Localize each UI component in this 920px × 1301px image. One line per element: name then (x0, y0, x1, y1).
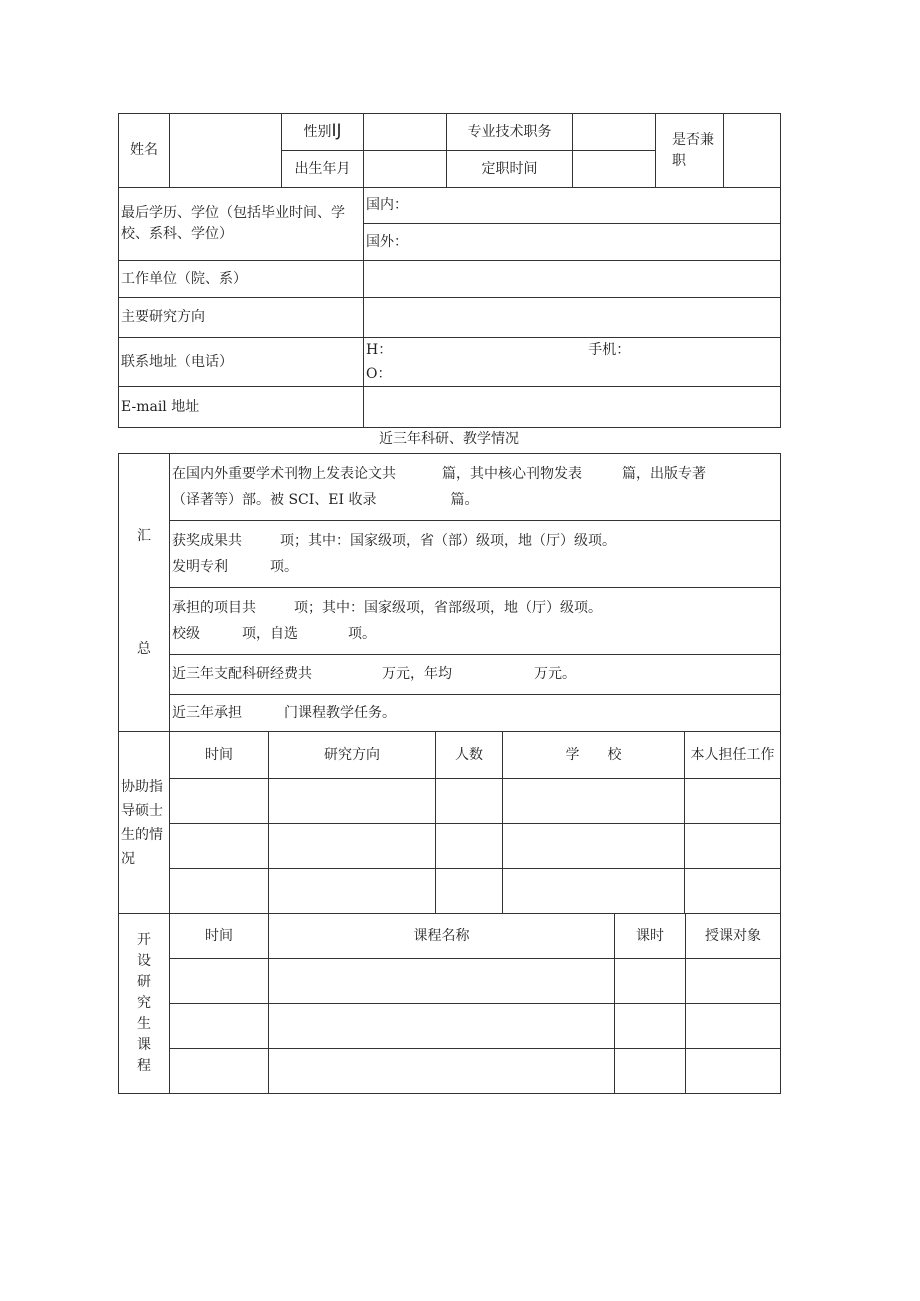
assist-cell[interactable] (170, 869, 269, 914)
assist-cell[interactable] (269, 824, 436, 869)
courses-table (118, 913, 781, 1094)
courses-header-time: 时间 (170, 914, 269, 959)
courses-side-label: 开设研究生课程 (119, 914, 170, 1094)
assist-cell[interactable] (685, 779, 781, 824)
summary-table (118, 453, 781, 732)
assist-side-label: 协助指导硕士生的情况 (119, 732, 170, 914)
email-label: E-mail 地址 (119, 387, 364, 428)
assist-header-role: 本人担任工作 (685, 732, 781, 779)
assist-cell[interactable] (436, 779, 503, 824)
professional-title-field[interactable] (573, 114, 656, 151)
courses-cell[interactable] (615, 959, 686, 1004)
assist-cell[interactable] (685, 869, 781, 914)
parttime-field[interactable] (724, 114, 781, 188)
education-domestic[interactable]: 国内： (364, 188, 781, 224)
section-title: 近三年科研、教学情况 (379, 431, 519, 447)
parttime-label: 是否兼职 (656, 114, 724, 188)
courses-cell[interactable] (615, 1004, 686, 1049)
assist-cell[interactable] (503, 824, 685, 869)
education-abroad[interactable]: 国外： (364, 224, 781, 261)
courses-cell[interactable] (269, 959, 615, 1004)
courses-header-hours: 课时 (615, 914, 686, 959)
assist-cell[interactable] (170, 824, 269, 869)
assist-table (118, 731, 781, 914)
contact-field[interactable] (364, 338, 781, 387)
birth-label: 出生年月 (282, 151, 364, 188)
contact-o: O： (366, 366, 392, 382)
assist-cell[interactable] (503, 869, 685, 914)
contact-h: H： (366, 342, 393, 358)
assist-header-school: 学 校 (503, 732, 685, 779)
summary-side-label: 汇 总 (119, 454, 170, 732)
courses-cell[interactable] (686, 1004, 781, 1049)
summary-projects[interactable]: 承担的项目共 项；其中：国家级项，省部级项，地（厅）级项。 校级 项，自选 项。 (170, 588, 781, 655)
contact-mobile: 手机： (588, 342, 631, 358)
summary-funding[interactable]: 近三年支配科研经费共 万元，年均 万元。 (170, 655, 781, 695)
assist-cell[interactable] (170, 779, 269, 824)
research-label: 主要研究方向 (119, 298, 364, 338)
assist-header-time: 时间 (170, 732, 269, 779)
education-label: 最后学历、学位（包括毕业时间、学校、系科、学位） (119, 188, 364, 261)
assist-cell[interactable] (436, 869, 503, 914)
courses-cell[interactable] (269, 1049, 615, 1094)
gender-label: 性别IJ (282, 114, 364, 151)
assist-header-direction: 研究方向 (269, 732, 436, 779)
contact-label: 联系地址（电话） (119, 338, 364, 387)
name-label: 姓名 (119, 114, 170, 188)
assist-cell[interactable] (269, 779, 436, 824)
email-field[interactable] (364, 387, 781, 428)
courses-cell[interactable] (269, 1004, 615, 1049)
summary-papers[interactable]: 在国内外重要学术刊物上发表论文共 篇，其中核心刊物发表 篇，出版专著 （译著等）部。被 SCI、EI 收录 篇。 (170, 454, 781, 521)
assist-header-count: 人数 (436, 732, 503, 779)
name-field[interactable] (170, 114, 282, 188)
courses-cell[interactable] (615, 1049, 686, 1094)
summary-awards[interactable]: 获奖成果共 项；其中：国家级项，省（部）级项，地（厅）级项。 发明专利 项。 (170, 521, 781, 588)
professional-title-label: 专业技术职务 (447, 114, 573, 151)
assist-cell[interactable] (503, 779, 685, 824)
gender-field[interactable] (364, 114, 447, 151)
birth-field[interactable] (364, 151, 447, 188)
courses-cell[interactable] (686, 1049, 781, 1094)
courses-cell[interactable] (686, 959, 781, 1004)
assist-cell[interactable] (685, 824, 781, 869)
courses-header-name: 课程名称 (269, 914, 615, 959)
courses-cell[interactable] (170, 1049, 269, 1094)
courses-header-audience: 授课对象 (686, 914, 781, 959)
title-date-label: 定职时间 (447, 151, 573, 188)
courses-cell[interactable] (170, 1004, 269, 1049)
workplace-field[interactable] (364, 261, 781, 298)
summary-courses[interactable]: 近三年承担 门课程教学任务。 (170, 695, 781, 732)
assist-cell[interactable] (436, 824, 503, 869)
basic-info-table (118, 113, 781, 428)
courses-cell[interactable] (170, 959, 269, 1004)
workplace-label: 工作单位（院、系） (119, 261, 364, 298)
assist-cell[interactable] (269, 869, 436, 914)
research-field[interactable] (364, 298, 781, 338)
title-date-field[interactable] (573, 151, 656, 188)
